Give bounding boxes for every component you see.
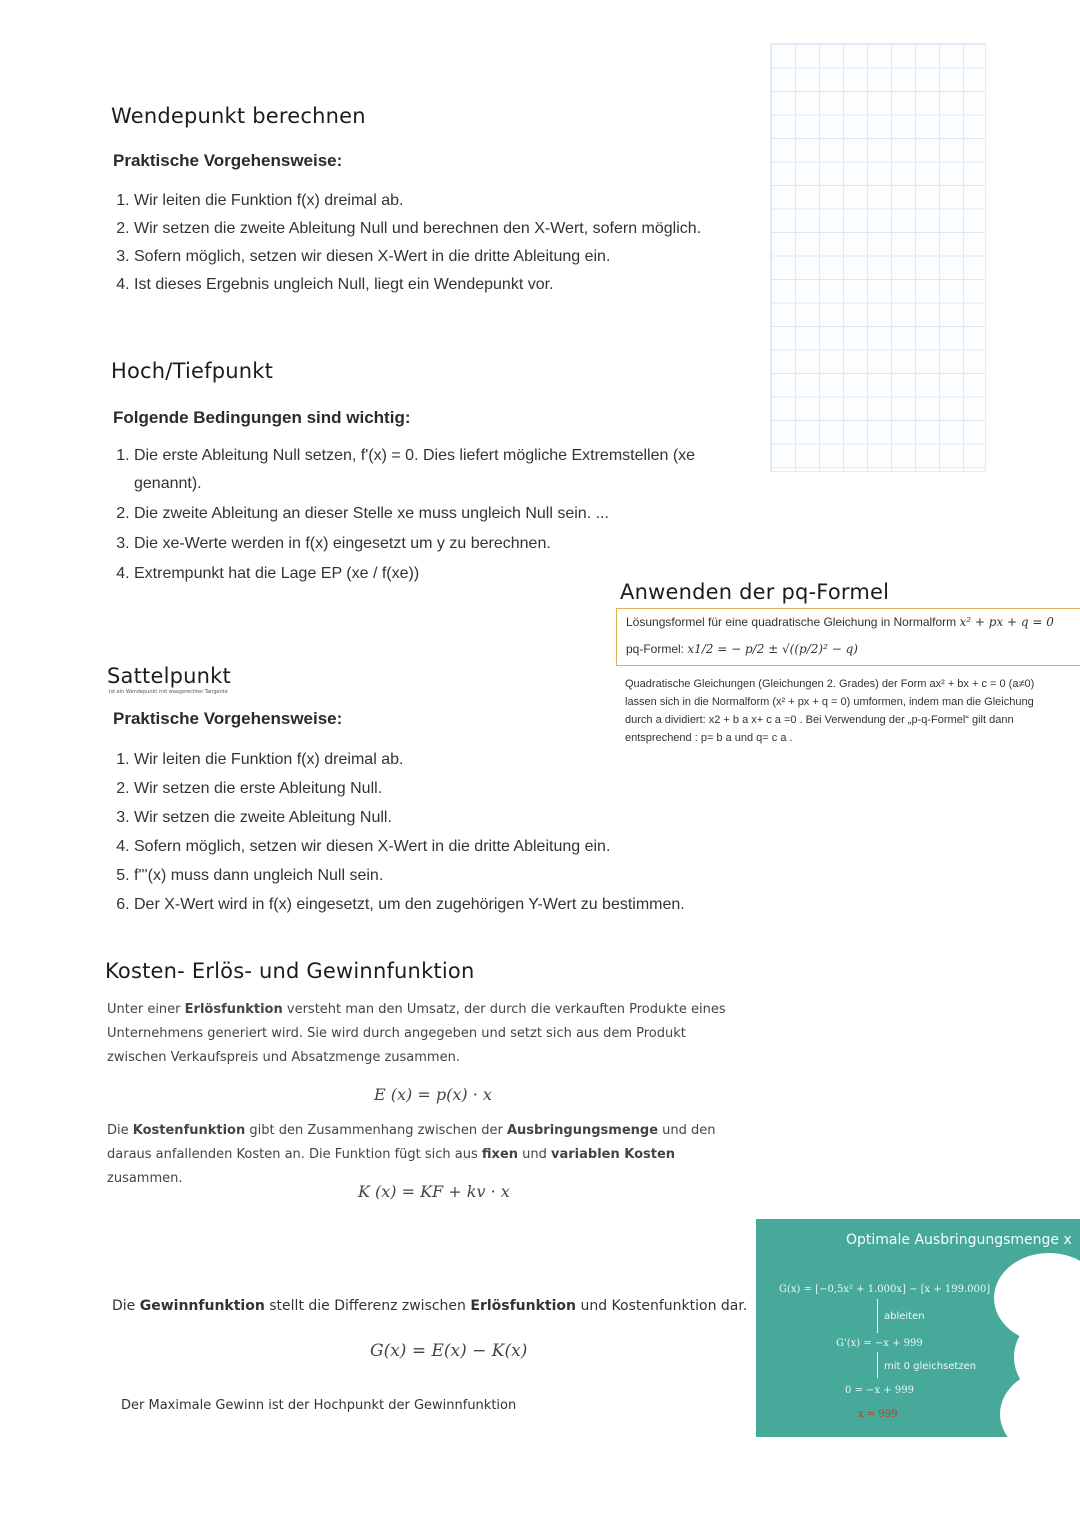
list-item: 2. Wir setzen die zweite Ableitung Null und berechnen den X-Wert, sofern möglich. [134,215,774,243]
list-item: 1. Wir leiten die Funktion f(x) dreimal ab. [134,187,774,215]
list-item: 4. Ist dieses Ergebnis ungleich Null, liegt ein Wendepunkt vor. [134,271,774,299]
sattel-steps [110,745,774,919]
sattel-title: Sattelpunkt [107,664,231,688]
list-item: 5. f'''(x) muss dann ungleich Null sein. [134,861,774,890]
pq-note-line: lassen sich in die Normalform (x² + px + q = 0) umformen, indem man die Gleichung [625,696,1034,708]
pq-box-line2: pq-Formel: x1/2 = − p/2 ± √((p/2)² − q) [626,642,858,656]
wendepunkt-title: Wendepunkt berechnen [111,104,366,128]
hochtief-title: Hoch/Tiefpunkt [111,359,274,383]
optimal-step1: ableiten [884,1311,925,1322]
gewinn-formula: G(x) = E(x) − K(x) [370,1341,528,1361]
list-item: 3. Die xe-Werte werden in f(x) eingesetzt um y zu berechnen. [134,530,734,558]
optimal-result: x = 999 [858,1409,898,1420]
kosten-formula: K (x) = KF + kv · x [358,1182,510,1201]
wendepunkt-subtitle: Praktische Vorgehensweise: [113,151,343,170]
gewinn-paragraph: Die Gewinnfunktion stellt die Differenz zwischen Erlösfunktion und Kostenfunktion dar. [112,1298,748,1314]
erloes-formula: E (x) = p(x) · x [374,1085,492,1104]
pq-note-line: Quadratische Gleichungen (Gleichungen 2. Grades) der Form ax² + bx + c = 0 (a≠0) [625,678,1035,690]
arrow-line [877,1352,878,1378]
erloes-paragraph: Unter einer Erlösfunktion versteht man den Umsatz, der durch die verkauften Produkte eines Unternehmens generiert wird. Sie wird durch angegeben und setzt sich aus dem Produkt zwischen Verkaufspreis und Absatzmenge zusammen. [107,1002,726,1065]
pq-title: Anwenden der pq-Formel [620,580,890,604]
pq-formula-box [616,608,1080,666]
optimal-panel [756,1219,1080,1437]
pq-note-line: entsprechend : p= b a und q= c a . [625,732,793,744]
list-item: 2. Die zweite Ableitung an dieser Stelle xe muss ungleich Null sein. ... [134,500,734,528]
kosten-title: Kosten- Erlös- und Gewinnfunktion [105,959,475,983]
list-item: 2. Wir setzen die erste Ableitung Null. [134,774,774,803]
list-item: 3. Sofern möglich, setzen wir diesen X-Wert in die dritte Ableitung ein. [134,243,774,271]
optimal-title: Optimale Ausbringungsmenge x [846,1232,1072,1248]
list-item: 1. Die erste Ableitung Null setzen, f'(x) = 0. Dies liefert mögliche Extremstellen (xe genannt). [134,442,734,498]
list-item: 4. Extrempunkt hat die Lage EP (xe / f(xe)) [134,560,734,588]
optimal-line1: G(x) = [−0,5x² + 1.000x] − [x + 199.000] [779,1284,991,1295]
hochtief-steps [110,442,734,588]
optimal-line3: 0 = −x + 999 [845,1385,914,1396]
sattel-caption: Ist ein Wendepunkt mit waagerechter Tangente [109,689,228,695]
max-gewinn-note: Der Maximale Gewinn ist der Hochpunkt der Gewinnfunktion [121,1398,517,1413]
optimal-line2: G'(x) = −x + 999 [836,1338,923,1349]
grid-paper [770,43,986,472]
list-item: 1. Wir leiten die Funktion f(x) dreimal ab. [134,745,774,774]
pq-note [625,675,1080,747]
wendepunkt-steps [110,187,774,299]
cloud-shape [1000,1369,1080,1437]
optimal-step2: mit 0 gleichsetzen [884,1361,977,1372]
pq-box-line1: Lösungsformel für eine quadratische Gleichung in Normalform x² + px + q = 0 [626,615,1054,629]
arrow-line [877,1299,878,1333]
list-item: 4. Sofern möglich, setzen wir diesen X-Wert in die dritte Ableitung ein. [134,832,774,861]
pq-note-line: durch a dividiert: x2 + b a x+ c a =0 . Bei Verwendung der „p-q-Formel“ gilt dann [625,714,1014,726]
kosten-paragraph: Die Kostenfunktion gibt den Zusammenhang zwischen der Ausbringungsmenge und den daraus anfallenden Kosten an. Die Funktion fügt sich aus fixen und variablen Kosten zusammen. [107,1123,716,1186]
sattel-subtitle: Praktische Vorgehensweise: [113,709,343,728]
list-item: 6. Der X-Wert wird in f(x) eingesetzt, um den zugehörigen Y-Wert zu bestimmen. [134,890,774,919]
hochtief-subtitle: Folgende Bedingungen sind wichtig: [113,408,411,427]
list-item: 3. Wir setzen die zweite Ableitung Null. [134,803,774,832]
